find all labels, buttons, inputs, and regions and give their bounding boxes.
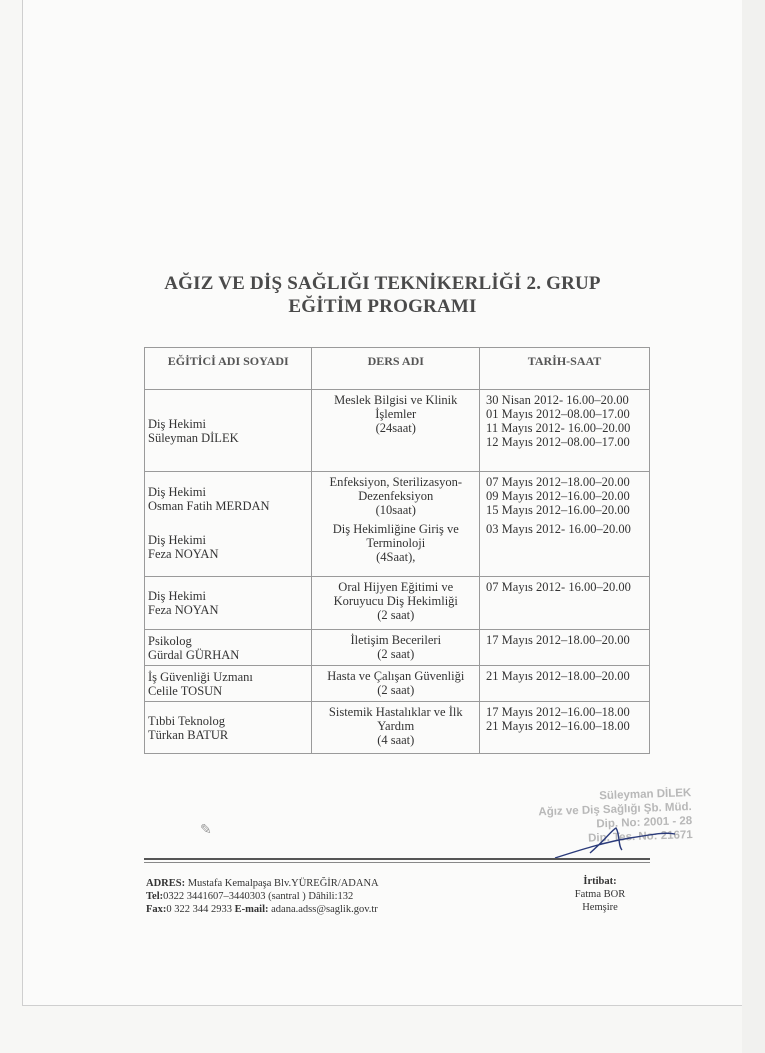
stamp-name: Süleyman DİLEK [599,787,692,803]
date-line: 17 Mayıs 2012–16.00–18.00 [486,705,630,719]
trainer-title: Diş Hekimi [148,485,206,499]
trainer-cell [145,390,312,472]
date-cell [480,630,650,666]
course-line: İletişim Becerileri [350,633,442,647]
course-hours: (2 saat) [377,683,415,697]
trainer-cell [145,630,312,666]
table-row [145,390,650,472]
header-date-time: TARİH-SAAT [480,348,650,390]
email-text: adana.adss@saglik.gov.tr [271,904,378,915]
trainer-cell [145,666,312,702]
course-hours: (4 saat) [377,733,415,747]
date-line: 07 Mayıs 2012- 16.00–20.00 [486,580,631,594]
document-title [0,272,765,318]
stamp-diploma-no: Dip. No: 2001 - 28 [596,815,693,831]
date-cell [480,472,650,577]
course-line: Terminoloji [366,536,426,550]
date-cell [480,577,650,630]
tel-label: Tel: [146,891,164,902]
course-cell [312,577,480,630]
course-hours: (10saat) [375,503,416,517]
date-line: 01 Mayıs 2012–08.00–17.00 [486,407,630,421]
course-hours: (4Saat), [376,550,416,564]
stamp-title: Ağız ve Diş Sağlığı Şb. Müd. [538,801,692,819]
trainer-name: Osman Fatih MERDAN [148,499,270,513]
course-hours: (2 saat) [377,647,415,661]
tel-text: 0322 3441607–3440303 (santral ) Dâhili:132 [163,891,354,902]
header-trainer: EĞİTİCİ ADI SOYADI [145,348,312,390]
title-line-2: EĞİTİM PROGRAMI [288,296,477,317]
table-row [145,702,650,754]
date-line: 17 Mayıs 2012–18.00–20.00 [486,633,630,647]
contact-block [545,875,655,914]
date-line: 12 Mayıs 2012–08.00–17.00 [486,435,630,449]
course-line: Sistemik Hastalıklar ve İlk [328,705,463,719]
table-row [145,577,650,630]
course-line: Meslek Bilgisi ve Klinik [334,393,458,407]
handwritten-mark: ✎ [200,823,212,838]
course-line: Dezenfeksiyon [358,489,434,503]
date-cell [480,390,650,472]
course-hours: (2 saat) [377,608,415,622]
trainer-name: Süleyman DİLEK [148,430,239,445]
trainer-title: Diş Hekimi [148,589,206,603]
course-line: Hasta ve Çalışan Güvenliği [327,669,465,683]
fax-label: Fax: [146,904,167,915]
date-line: 11 Mayıs 2012- 16.00–20.00 [486,421,631,435]
date-line: 09 Mayıs 2012–16.00–20.00 [486,489,630,503]
trainer-cell [145,472,312,577]
date-cell [480,666,650,702]
course-cell [312,666,480,702]
header-course: DERS ADI [312,348,480,390]
footer-address-block [146,877,379,916]
date-line: 21 Mayıs 2012–16.00–18.00 [486,719,630,733]
course-line: Diş Hekimliğine Giriş ve [332,522,459,536]
trainer-title: Diş Hekimi [148,416,206,431]
trainer-title: Tıbbi Teknolog [148,713,226,728]
trainer-title: İş Güvenliği Uzmanı [148,669,253,684]
course-line: Yardım [377,719,415,733]
trainer-name: Celile TOSUN [148,683,223,698]
trainer-cell [145,577,312,630]
date-line: 07 Mayıs 2012–18.00–20.00 [486,475,630,489]
title-line-1: AĞIZ VE DİŞ SAĞLIĞI TEKNİKERLİĞİ 2. GRUP [164,273,601,294]
trainer-cell [145,702,312,754]
trainer-name: Feza NOYAN [148,547,219,561]
fax-text: 0 322 344 2933 [166,904,233,915]
course-line: Koruyucu Diş Hekimliği [333,594,458,608]
trainer-name: Gürdal GÜRHAN [148,647,240,662]
course-cell [312,472,480,577]
course-cell [312,390,480,472]
date-line: 30 Nisan 2012- 16.00–20.00 [486,393,629,407]
address-text: Mustafa Kemalpaşa Blv.YÜREĞİR/ADANA [187,878,379,889]
contact-name: Fatma BOR [574,889,626,900]
course-hours: (24saat) [375,421,416,435]
date-line: 21 Mayıs 2012–18.00–20.00 [486,669,630,683]
trainer-name: Türkan BATUR [148,727,229,742]
table-header-row [145,348,650,390]
footer-divider-thin [144,862,650,863]
table-row [145,666,650,702]
course-line: İşlemler [375,407,417,421]
date-line: 03 Mayıs 2012- 16.00–20.00 [486,522,631,536]
trainer-title: Psikolog [148,633,192,648]
stamp-registration-no: Dip. Tes. No: 21671 [587,829,693,845]
email-label: E-mail: [234,904,269,915]
contact-title: Hemşire [582,902,618,913]
date-cell [480,702,650,754]
date-line: 15 Mayıs 2012–16.00–20.00 [486,503,630,517]
scan-edge [742,0,765,1053]
table-row [145,630,650,666]
training-program-table [144,347,650,754]
footer-divider [144,858,650,860]
contact-label: İrtibat: [583,876,617,887]
course-line: Enfeksiyon, Sterilizasyon- [329,475,463,489]
address-label: ADRES: [146,878,186,889]
trainer-title: Diş Hekimi [148,533,206,547]
table-row [145,472,650,577]
course-cell [312,702,480,754]
course-line: Oral Hijyen Eğitimi ve [338,580,454,594]
trainer-name: Feza NOYAN [148,603,219,617]
course-cell [312,630,480,666]
